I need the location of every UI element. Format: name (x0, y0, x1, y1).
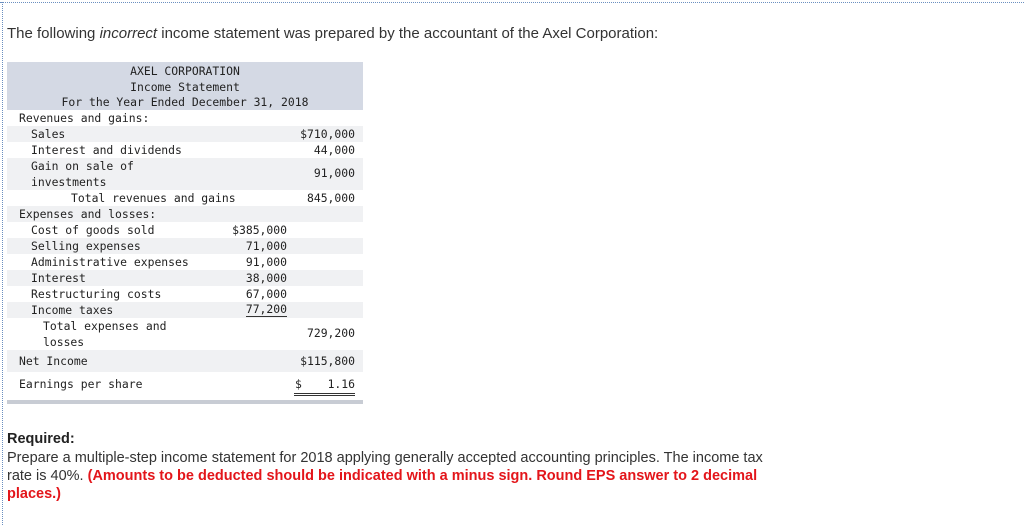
intro-sentence (7, 25, 658, 42)
restructuring-value: 67,000 (245, 287, 287, 301)
intro-prefix: The following (7, 25, 100, 42)
admin-label: Administrative expenses (31, 255, 189, 269)
total-revenues-label: Total revenues and gains (71, 191, 236, 205)
eps-row (7, 372, 363, 400)
total-expenses-value: 729,200 (306, 326, 355, 340)
selling-row (7, 238, 363, 254)
eps-double-underline-2 (294, 395, 355, 396)
interest-dividends-label: Interest and dividends (31, 143, 182, 157)
restructuring-label: Restructuring costs (31, 287, 162, 301)
net-income-label: Net Income (19, 354, 88, 368)
required-note: (Amounts to be deducted should be indicated with a minus sign. Round EPS answer to 2 decimal places.) (7, 468, 758, 502)
interest-row (7, 270, 363, 286)
total-expenses-label-line-1: Total expenses and (43, 319, 167, 333)
required-text: Prepare a multiple-step income statement for 2018 applying generally accepted accounting principles. The income tax rate is 40%. (7, 450, 763, 484)
income-statement-table (7, 62, 363, 404)
income-taxes-label: Income taxes (31, 303, 114, 317)
selling-label: Selling expenses (31, 239, 141, 253)
eps-dollar-sign: $ (295, 377, 302, 391)
sales-value: $710,000 (300, 127, 355, 141)
restructuring-row (7, 286, 363, 302)
income-taxes-value: 77,200 (245, 302, 287, 316)
interest-dividends-row (7, 142, 363, 158)
gain-value: 91,000 (313, 166, 355, 180)
net-income-row (7, 350, 363, 372)
eps-label: Earnings per share (19, 377, 143, 391)
top-dotted-border (0, 2, 1024, 3)
selling-value: 71,000 (245, 239, 287, 253)
sales-label: Sales (31, 127, 66, 141)
revenues-heading: Revenues and gains: (19, 111, 150, 125)
statement-title: Income Statement (130, 80, 240, 94)
cogs-label: Cost of goods sold (31, 223, 155, 237)
gain-label-line-2: investments (31, 175, 107, 189)
total-expenses-row (7, 318, 363, 350)
admin-row (7, 254, 363, 270)
required-heading: Required: (7, 431, 75, 447)
gain-label-line-1: Gain on sale of (31, 159, 134, 173)
statement-header (7, 62, 363, 110)
admin-value: 91,000 (245, 255, 287, 269)
total-revenues-row (7, 190, 363, 206)
cogs-row (7, 222, 363, 238)
statement-period: For the Year Ended December 31, 2018 (61, 95, 309, 109)
company-name: AXEL CORPORATION (130, 64, 240, 78)
expenses-heading: Expenses and losses: (19, 207, 157, 221)
cogs-value: $385,000 (232, 223, 287, 237)
expenses-heading-row (7, 206, 363, 222)
sales-row (7, 126, 363, 142)
interest-label: Interest (31, 271, 86, 285)
eps-double-underline-1 (294, 393, 355, 394)
interest-dividends-value: 44,000 (313, 143, 355, 157)
total-expenses-label-line-2: losses (43, 335, 85, 349)
revenues-heading-row (7, 110, 363, 126)
table-bottom-bar (7, 400, 363, 404)
intro-suffix: income statement was prepared by the accountant of the Axel Corporation: (157, 25, 659, 42)
eps-value: 1.16 (327, 377, 355, 391)
income-taxes-row (7, 302, 363, 318)
interest-value: 38,000 (245, 271, 287, 285)
intro-emphasis: incorrect (99, 25, 158, 42)
required-instructions (7, 449, 767, 503)
net-income-value: $115,800 (300, 354, 355, 368)
gain-on-sale-row (7, 158, 363, 190)
total-revenues-value: 845,000 (306, 191, 355, 205)
left-dotted-border (2, 2, 3, 525)
